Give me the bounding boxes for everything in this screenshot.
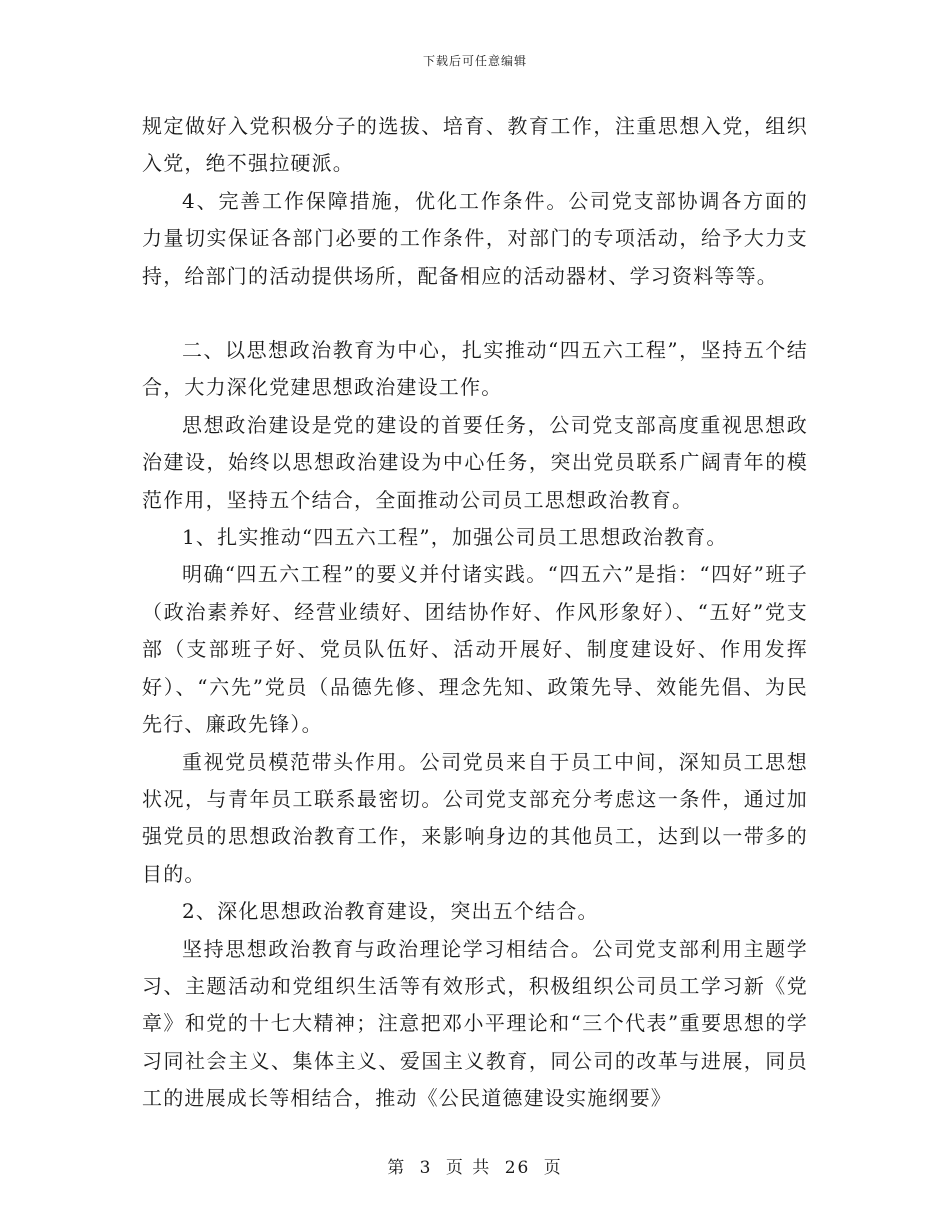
- page-label-middle: 页 共: [445, 1158, 492, 1178]
- page-current: 3: [419, 1158, 433, 1178]
- subsection-heading: 2、深化思想政治教育建设，突出五个结合。: [182, 899, 599, 924]
- page-label-prefix: 第: [387, 1158, 407, 1178]
- subsection-heading: 1、扎实推动“四五六工程”，加强公司员工思想政治教育。: [182, 525, 728, 550]
- page-total: 26: [504, 1158, 531, 1178]
- document-body: [142, 108, 808, 1118]
- paragraph-continued: 规定做好入党积极分子的选拔、培育、教育工作，注重思想入党，组织入党，绝不强拉硬派。: [142, 114, 808, 176]
- paragraph: 坚持思想政治教育与政治理论学习相结合。公司党支部利用主题学习、主题活动和党组织生活等有效形式，积极组织公司员工学习新《党章》和党的十七大精神；注意把邓小平理论和“三个代表”重要思想的学习同社会主义、集体主义、爱国主义教育，同公司的改革与进展，同员工的进展成长等相结合，推动《公民道德建设实施纲要》: [142, 936, 808, 1111]
- paragraph: 4、完善工作保障措施，优化工作条件。公司党支部协调各方面的力量切实保证各部门必要的工作条件，对部门的专项活动，给予大力支持，给部门的活动提供场所，配备相应的活动器材、学习资料等等。: [142, 188, 808, 288]
- paragraph: 重视党员模范带头作用。公司党员来自于员工中间，深知员工思想状况，与青年员工联系最密切。公司党支部充分考虑这一条件，通过加强党员的思想政治教育工作，来影响身边的其他员工，达到以一带多的目的。: [142, 749, 808, 886]
- paragraph: 明确“四五六工程”的要义并付诸实践。“四五六”是指：“四好”班子（政治素养好、经营业绩好、团结协作好、作风形象好）、“五好”党支部（支部班子好、党员队伍好、活动开展好、制度建设好、作用发挥好）、“六先”党员（品德先修、理念先知、政策先导、效能先倡、为民先行、廉政先锋）。: [142, 562, 808, 737]
- page-label-suffix: 页: [543, 1158, 563, 1178]
- page-header: 下载后可任意编辑: [422, 54, 527, 68]
- section-heading: 二、以思想政治教育为中心，扎实推动“四五六工程”，坚持五个结合，大力深化党建思想政治建设工作。: [142, 338, 808, 400]
- paragraph: 思想政治建设是党的建设的首要任务，公司党支部高度重视思想政治建设，始终以思想政治建设为中心任务，突出党员联系广阔青年的模范作用，坚持五个结合，全面推动公司员工思想政治教育。: [142, 412, 808, 512]
- page-footer: [0, 1153, 950, 1178]
